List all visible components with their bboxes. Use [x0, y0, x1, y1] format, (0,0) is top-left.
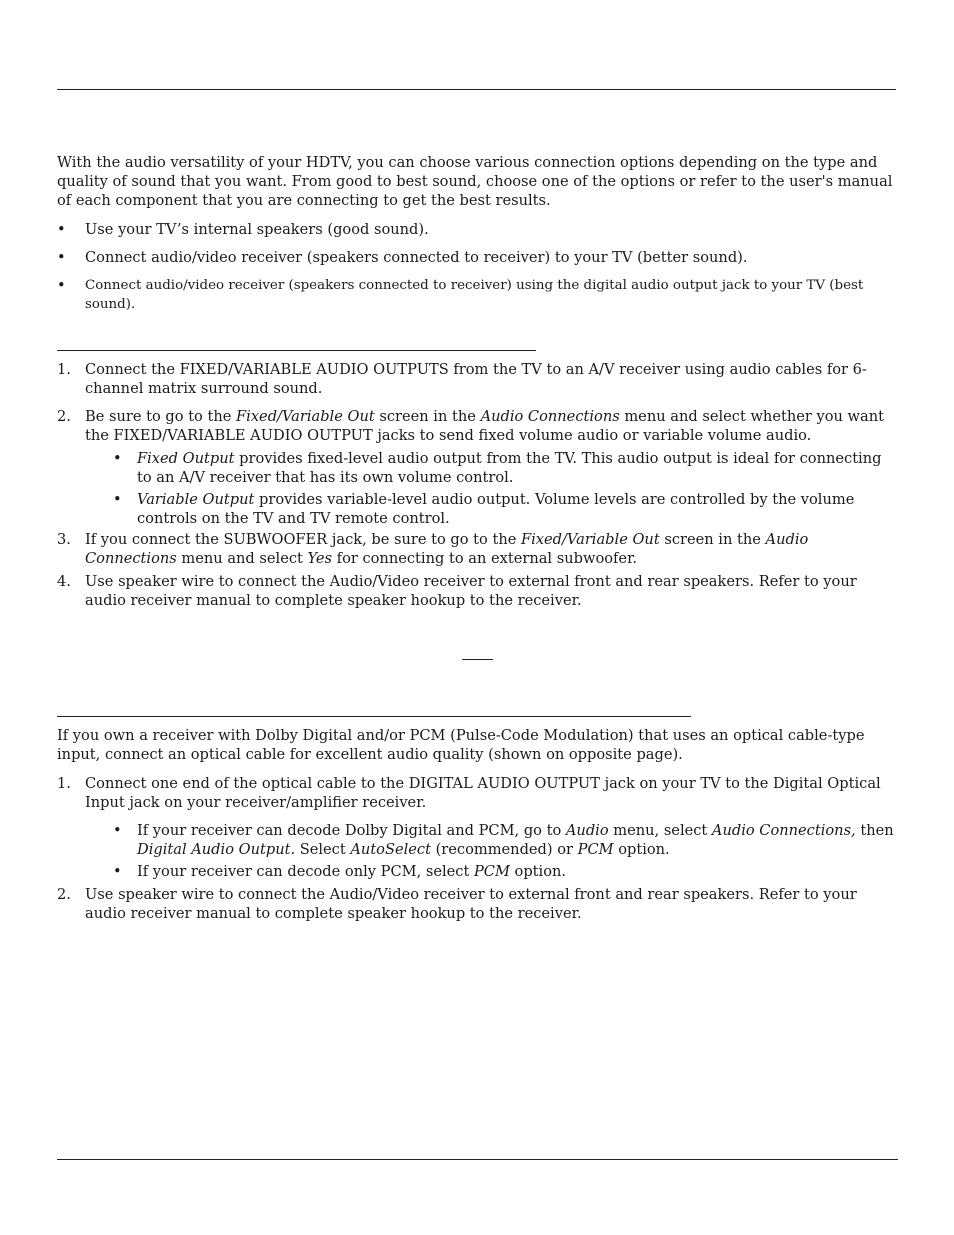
separator-mark	[462, 659, 493, 660]
intro-bullet-3: • Connect audio/video receiver (speakers connected to receiver) using the digital audio output jack to your TV (best sound).	[57, 277, 864, 312]
section2-sub-bullet-2: • If your receiver can decode only PCM, select PCM option.	[113, 863, 567, 880]
section1-sub-bullet-fixed: • Fixed Output provides fixed-level audio output from the TV. This audio output is ideal for connecting to an A/V receiver that has its own volume control.	[113, 450, 882, 486]
section1-sub-bullet-variable: • Variable Output provides variable-level audio output. Volume levels are controlled by the volume controls on the TV and TV remote control.	[113, 491, 855, 527]
bullet-marker: •	[113, 822, 122, 839]
section1-step-3: 3. If you connect the SUBWOOFER jack, be sure to go to the Fixed/Variable Out screen in the Audio Connections menu and select Yes for connecting to an external subwoofer.	[57, 531, 809, 567]
section2-step-2: 2. Use speaker wire to connect the Audio/Video receiver to external front and rear speakers. Refer to your audio receiver manual to complete speaker hookup to the receiver.	[57, 886, 857, 922]
section2-heading-rule	[57, 716, 691, 717]
step-number: 1.	[57, 361, 71, 378]
intro-bullet-2: • Connect audio/video receiver (speakers connected to receiver) to your TV (better sound).	[57, 249, 748, 266]
section2-step-1: 1. Connect one end of the optical cable to the DIGITAL AUDIO OUTPUT jack on your TV to the Digital Optical Input jack on your receiver/amplifier receiver.	[57, 775, 881, 811]
step-number: 1.	[57, 775, 71, 792]
step-number: 2.	[57, 886, 71, 903]
bullet-marker: •	[57, 277, 66, 294]
section1-step-2: 2. Be sure to go to the Fixed/Variable Out screen in the Audio Connections menu and select whether you want the FIXED/VARIABLE AUDIO OUTPUT jacks to send fixed volume audio or variable volume audio.	[57, 408, 885, 444]
section2-sub-bullet-1: • If your receiver can decode Dolby Digital and PCM, go to Audio menu, select Audio Connections, then Digital Audio Output. Select AutoSelect (recommended) or PCM option.	[113, 822, 894, 858]
section1-step-4: 4. Use speaker wire to connect the Audio/Video receiver to external front and rear speakers. Refer to your audio receiver manual to complete speaker hookup to the receiver.	[57, 573, 857, 609]
bullet-marker: •	[113, 491, 122, 508]
footer-rule	[57, 1159, 898, 1160]
section2-paragraph: If you own a receiver with Dolby Digital and/or PCM (Pulse-Code Modulation) that uses an optical cable-type input, connect an optical cable for excellent audio quality (shown on opposite page).	[57, 727, 865, 763]
bullet-marker: •	[57, 221, 66, 238]
bullet-marker: •	[113, 863, 122, 880]
step-number: 2.	[57, 408, 71, 425]
section1-step-1: 1. Connect the FIXED/VARIABLE AUDIO OUTPUTS from the TV to an A/V receiver using audio cables for 6-channel matrix surround sound.	[57, 361, 867, 397]
intro-text: With the audio versatility of your HDTV, you can choose various connection options depending on the type and quality of sound that you want. From good to best sound, choose one of the options or refer to the user's manual of each component that you are connecting to get the best results.	[57, 154, 893, 209]
intro-paragraph	[57, 153, 897, 210]
section1-heading-rule	[57, 350, 536, 351]
step-number: 4.	[57, 573, 71, 590]
header-rule	[57, 89, 896, 90]
intro-bullet-1: • Use your TV’s internal speakers (good sound).	[57, 221, 429, 238]
bullet-marker: •	[113, 450, 122, 467]
bullet-marker: •	[57, 249, 66, 266]
step-number: 3.	[57, 531, 71, 548]
